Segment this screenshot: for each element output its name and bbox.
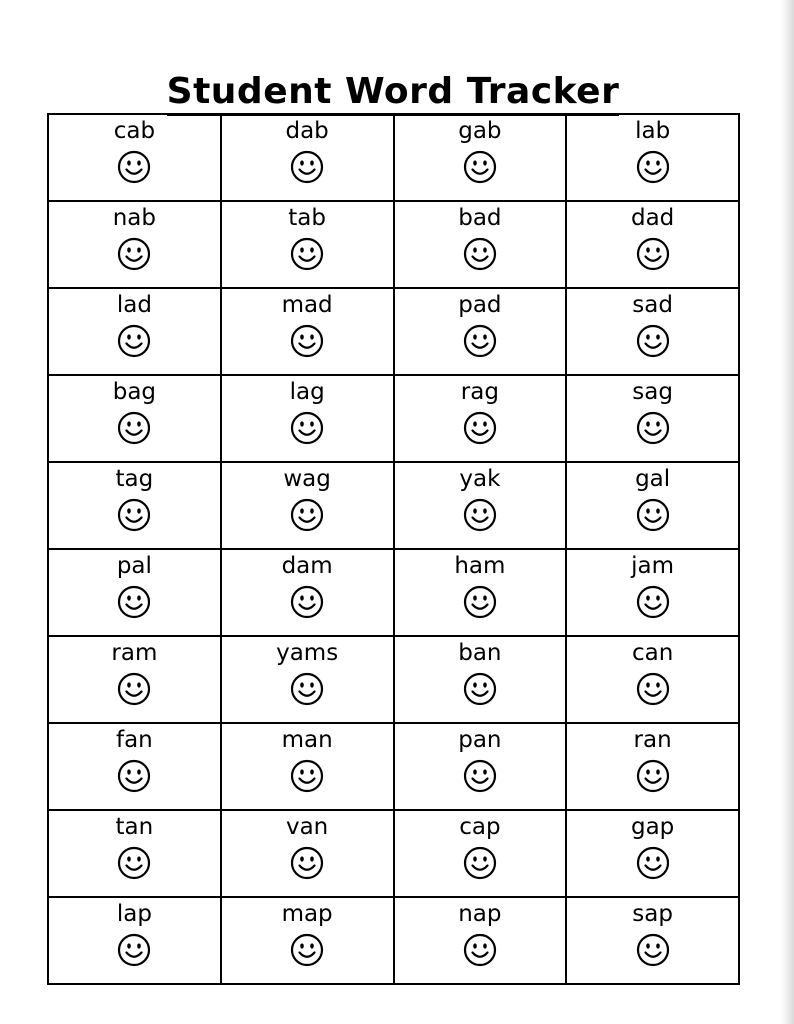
smiley-face-icon[interactable] bbox=[463, 585, 497, 619]
word-label: man bbox=[281, 727, 333, 753]
word-cell[interactable] bbox=[394, 201, 567, 288]
word-cell[interactable] bbox=[48, 201, 221, 288]
smiley-face-icon[interactable] bbox=[290, 846, 324, 880]
word-label: mad bbox=[281, 292, 333, 318]
word-cell[interactable] bbox=[48, 636, 221, 723]
smiley-face-icon[interactable] bbox=[636, 672, 670, 706]
word-label: tab bbox=[288, 205, 326, 231]
smiley-face-icon[interactable] bbox=[117, 846, 151, 880]
grid-row bbox=[48, 897, 739, 984]
word-cell[interactable] bbox=[394, 636, 567, 723]
word-label: dab bbox=[285, 118, 329, 144]
word-cell[interactable] bbox=[221, 462, 394, 549]
smiley-face-icon[interactable] bbox=[636, 585, 670, 619]
word-label: gap bbox=[630, 814, 675, 840]
word-cell[interactable] bbox=[566, 810, 739, 897]
smiley-face-icon[interactable] bbox=[463, 150, 497, 184]
smiley-face-icon[interactable] bbox=[636, 411, 670, 445]
word-cell[interactable] bbox=[566, 636, 739, 723]
word-label: lab bbox=[635, 118, 671, 144]
word-cell[interactable] bbox=[48, 375, 221, 462]
smiley-face-icon[interactable] bbox=[290, 411, 324, 445]
word-cell[interactable] bbox=[566, 897, 739, 984]
word-cell[interactable] bbox=[48, 723, 221, 810]
word-label: rag bbox=[460, 379, 499, 405]
smiley-face-icon[interactable] bbox=[117, 237, 151, 271]
word-label: wag bbox=[283, 466, 331, 492]
word-cell[interactable] bbox=[566, 201, 739, 288]
word-cell[interactable] bbox=[394, 462, 567, 549]
word-cell[interactable] bbox=[48, 897, 221, 984]
smiley-face-icon[interactable] bbox=[117, 933, 151, 967]
word-cell[interactable] bbox=[394, 723, 567, 810]
word-cell[interactable] bbox=[566, 288, 739, 375]
smiley-face-icon[interactable] bbox=[463, 411, 497, 445]
word-label: sag bbox=[632, 379, 673, 405]
word-label: fan bbox=[115, 727, 153, 753]
smiley-face-icon[interactable] bbox=[636, 324, 670, 358]
word-label: ban bbox=[458, 640, 502, 666]
smiley-face-icon[interactable] bbox=[636, 933, 670, 967]
smiley-face-icon[interactable] bbox=[636, 237, 670, 271]
word-label: sap bbox=[632, 901, 673, 927]
smiley-face-icon[interactable] bbox=[636, 498, 670, 532]
smiley-face-icon[interactable] bbox=[290, 933, 324, 967]
word-label: pal bbox=[116, 553, 152, 579]
word-label: bag bbox=[112, 379, 157, 405]
word-tracker-grid-body bbox=[48, 114, 739, 984]
smiley-face-icon[interactable] bbox=[636, 150, 670, 184]
word-cell[interactable] bbox=[566, 462, 739, 549]
smiley-face-icon[interactable] bbox=[463, 324, 497, 358]
smiley-face-icon[interactable] bbox=[636, 846, 670, 880]
grid-row bbox=[48, 201, 739, 288]
word-cell[interactable] bbox=[394, 114, 567, 201]
word-cell[interactable] bbox=[221, 201, 394, 288]
word-cell[interactable] bbox=[221, 723, 394, 810]
word-cell[interactable] bbox=[48, 549, 221, 636]
word-cell[interactable] bbox=[566, 549, 739, 636]
word-cell[interactable] bbox=[221, 636, 394, 723]
page-title bbox=[0, 68, 786, 116]
smiley-face-icon[interactable] bbox=[290, 237, 324, 271]
smiley-face-icon[interactable] bbox=[117, 498, 151, 532]
word-cell[interactable] bbox=[48, 462, 221, 549]
smiley-face-icon[interactable] bbox=[117, 324, 151, 358]
word-label: cap bbox=[459, 814, 501, 840]
smiley-face-icon[interactable] bbox=[117, 672, 151, 706]
word-cell[interactable] bbox=[221, 810, 394, 897]
word-label: pad bbox=[458, 292, 502, 318]
grid-row bbox=[48, 723, 739, 810]
page-title-text: Student Word Tracker bbox=[167, 71, 620, 116]
word-cell[interactable] bbox=[394, 897, 567, 984]
word-label: cab bbox=[113, 118, 156, 144]
word-label: can bbox=[631, 640, 674, 666]
smiley-face-icon[interactable] bbox=[290, 498, 324, 532]
smiley-face-icon[interactable] bbox=[463, 672, 497, 706]
word-label: tag bbox=[115, 466, 154, 492]
word-cell[interactable] bbox=[394, 288, 567, 375]
word-label: ram bbox=[111, 640, 158, 666]
word-tracker-grid bbox=[47, 113, 740, 985]
smiley-face-icon[interactable] bbox=[463, 846, 497, 880]
word-label: yams bbox=[276, 640, 339, 666]
word-cell[interactable] bbox=[394, 549, 567, 636]
word-label: ran bbox=[633, 727, 672, 753]
word-cell[interactable] bbox=[566, 723, 739, 810]
word-label: ham bbox=[454, 553, 506, 579]
word-label: lad bbox=[116, 292, 152, 318]
word-label: pan bbox=[458, 727, 502, 753]
word-cell[interactable] bbox=[566, 375, 739, 462]
word-label: jam bbox=[631, 553, 675, 579]
word-cell[interactable] bbox=[394, 375, 567, 462]
word-cell[interactable] bbox=[394, 810, 567, 897]
page-edge-shadow bbox=[780, 0, 794, 1024]
smiley-face-icon[interactable] bbox=[117, 411, 151, 445]
word-label: tan bbox=[115, 814, 154, 840]
smiley-face-icon[interactable] bbox=[463, 933, 497, 967]
smiley-face-icon[interactable] bbox=[117, 585, 151, 619]
word-label: map bbox=[281, 901, 333, 927]
smiley-face-icon[interactable] bbox=[290, 672, 324, 706]
smiley-face-icon[interactable] bbox=[117, 759, 151, 793]
smiley-face-icon[interactable] bbox=[290, 759, 324, 793]
smiley-face-icon[interactable] bbox=[290, 150, 324, 184]
smiley-face-icon[interactable] bbox=[290, 585, 324, 619]
word-label: dad bbox=[630, 205, 675, 231]
smiley-face-icon[interactable] bbox=[117, 150, 151, 184]
word-label: nap bbox=[458, 901, 502, 927]
smiley-face-icon[interactable] bbox=[463, 237, 497, 271]
word-cell[interactable] bbox=[48, 288, 221, 375]
grid-row bbox=[48, 114, 739, 201]
word-cell[interactable] bbox=[221, 288, 394, 375]
word-label: yak bbox=[459, 466, 501, 492]
word-label: van bbox=[285, 814, 329, 840]
grid-row bbox=[48, 810, 739, 897]
smiley-face-icon[interactable] bbox=[636, 759, 670, 793]
word-cell[interactable] bbox=[48, 114, 221, 201]
word-label: lap bbox=[116, 901, 152, 927]
smiley-face-icon[interactable] bbox=[290, 324, 324, 358]
word-label: gab bbox=[458, 118, 502, 144]
word-cell[interactable] bbox=[221, 897, 394, 984]
grid-row bbox=[48, 636, 739, 723]
word-label: lag bbox=[289, 379, 325, 405]
word-label: sad bbox=[632, 292, 673, 318]
word-cell[interactable] bbox=[221, 549, 394, 636]
grid-row bbox=[48, 288, 739, 375]
smiley-face-icon[interactable] bbox=[463, 498, 497, 532]
word-label: gal bbox=[635, 466, 671, 492]
word-cell[interactable] bbox=[221, 114, 394, 201]
word-label: nab bbox=[112, 205, 157, 231]
grid-row bbox=[48, 375, 739, 462]
word-cell[interactable] bbox=[221, 375, 394, 462]
word-cell[interactable] bbox=[48, 810, 221, 897]
grid-row bbox=[48, 462, 739, 549]
smiley-face-icon[interactable] bbox=[463, 759, 497, 793]
grid-row bbox=[48, 549, 739, 636]
word-label: bad bbox=[458, 205, 502, 231]
word-label: dam bbox=[281, 553, 333, 579]
word-cell[interactable] bbox=[566, 114, 739, 201]
